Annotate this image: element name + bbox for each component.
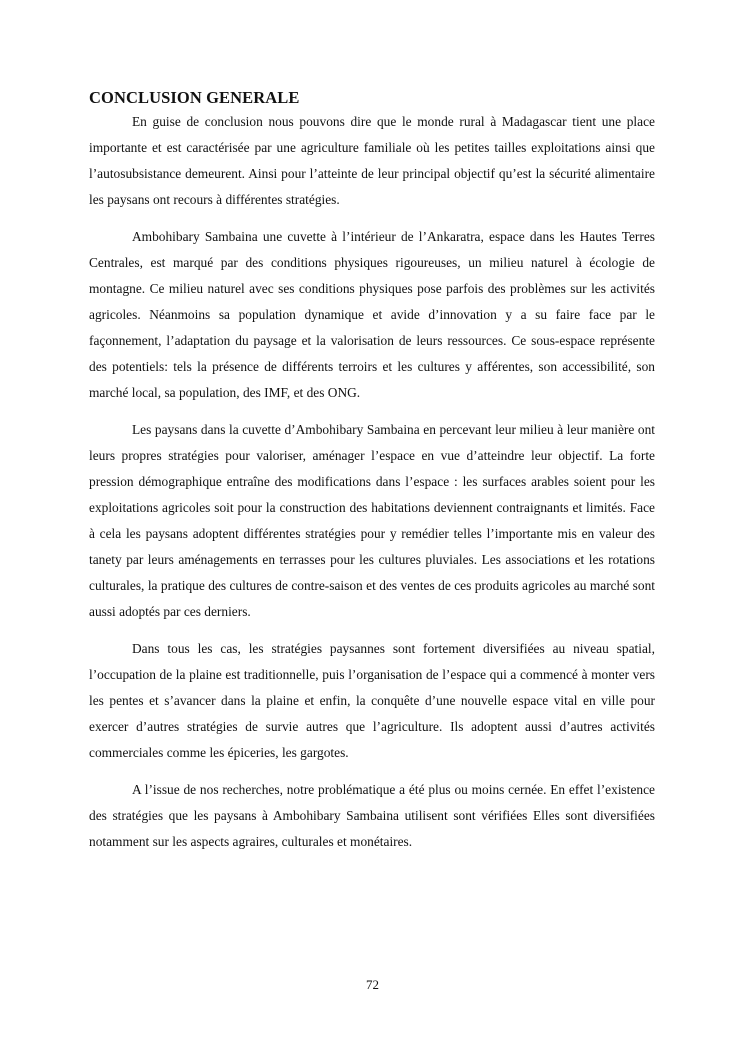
paragraph-research-outcome: A l’issue de nos recherches, notre problématique a été plus ou moins cernée. En effet l’existence des stratégies que les paysans à Ambohibary Sambaina utilisent sont vérifiées Elles sont diversifiées notamment sur les aspects agraires, culturales et monétaires. xyxy=(89,782,655,849)
paragraph-intro: En guise de conclusion nous pouvons dire que le monde rural à Madagascar tient une place importante et est caractérisée par une agriculture familiale où les petites tailles exploitations ainsi que l’autosubsistance demeurent. Ainsi pour l’atteinte de leur principal objectif qu’est la sécurité alimentaire les paysans ont recours à différentes stratégies. xyxy=(89,114,655,207)
page-number: 72 xyxy=(366,977,379,992)
section-title: CONCLUSION GENERALE xyxy=(89,88,300,107)
paragraph-peasant-strategies: Les paysans dans la cuvette d’Ambohibary Sambaina en percevant leur milieu à leur manière ont leurs propres stratégies pour valoriser, aménager l’espace en vue d’atteindre leur objectif. La forte pression démographique entraîne des modifications dans l’espace : les surfaces arables soient pour les exploitations agricoles soit pour la construction des habitations deviennent contraignants et limités. Face à cela les paysans adoptent différentes stratégies pour y remédier telles l’importante mis en valeur des tanety par leurs aménagements en terrasses pour les cultures pluviales. Les associations et les rotations culturales, la pratique des cultures de contre-saison et des ventes de ces produits agricoles au marché sont aussi adoptés par ces derniers. xyxy=(89,422,655,619)
document-page xyxy=(89,88,655,866)
paragraph-diversified-strategies: Dans tous les cas, les stratégies paysannes sont fortement diversifiées au niveau spatial, l’occupation de la plaine est traditionnelle, puis l’organisation de l’espace qui a commencé à monter vers les pentes et s’avancer dans la plaine et enfin, la conquête d’une nouvelle espace vital en ville pour exercer d’autres stratégies de survie autres que l’agriculture. Ils adoptent aussi d’autres activités commerciales comme les épiceries, les gargotes. xyxy=(89,641,655,760)
paragraph-ambohibary-context: Ambohibary Sambaina une cuvette à l’intérieur de l’Ankaratra, espace dans les Hautes Terres Centrales, est marqué par des conditions physiques rigoureuses, un milieu naturel à écologie de montagne. Ce milieu naturel avec ses conditions physiques pose parfois des problèmes sur les activités agricoles. Néanmoins sa population dynamique et avide d’innovation y a su faire face par le façonnement, l’adaptation du paysage et la valorisation de leurs ressources. Ce sous-espace représente des potentiels: tels la présence de différents terroirs et les cultures y afférentes, son accessibilité, son marché local, sa population, des IMF, et des ONG. xyxy=(89,229,655,400)
